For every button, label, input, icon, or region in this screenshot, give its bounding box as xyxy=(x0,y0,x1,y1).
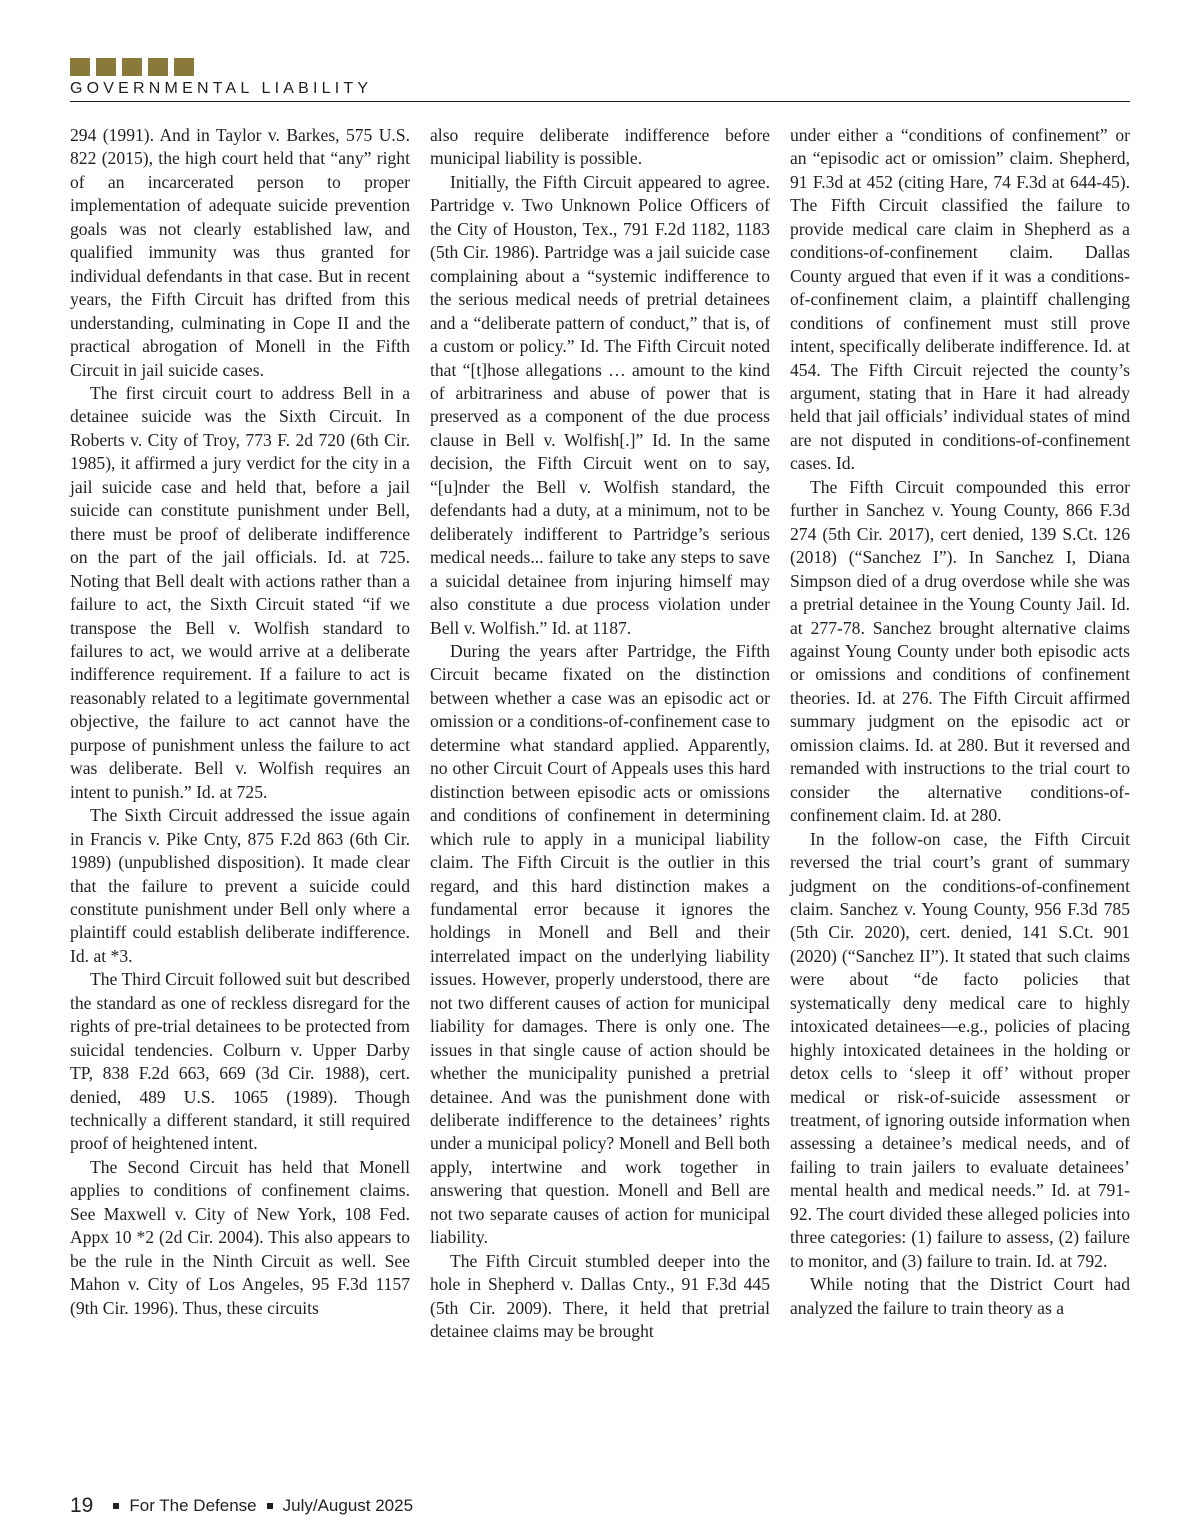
paragraph: The first circuit court to address Bell in a detainee suicide was the Sixth Circuit. In Roberts v. City of Troy, 773 F. 2d 720 (6th Cir. 1985), it affirmed a jury verdict for the city in a jail suicide case and held that, before a jail suicide can constitute punishment under Bell, there must be proof of deliberate indifference on the part of the jail officials. Id. at 725. Noting that Bell dealt with actions rather than a failure to act, the Sixth Circuit stated “if we transpose the Bell v. Wolfish standard to failures to act, we would arrive at a deliberate indifference requirement. If a failure to act is reasonably related to a legitimate governmental objective, the failure to act cannot have the purpose of punishment unless the failure to act was deliberate. Bell v. Wolfish requires an intent to punish.” Id. at 725. xyxy=(70,382,410,802)
paragraph: The Fifth Circuit stumbled deeper into the hole in Shepherd v. Dallas Cnty., 91 F.3d 445 (5th Cir. 2009). There, it held that pretrial detainee claims may be brought xyxy=(430,1250,770,1342)
text-column-1 xyxy=(70,124,410,1320)
text-column-2 xyxy=(430,124,770,1344)
issue-date: July/August 2025 xyxy=(282,1496,414,1515)
ornament-square xyxy=(70,58,90,76)
paragraph: The Second Circuit has held that Monell applies to conditions of confinement claims. See Maxwell v. City of New York, 108 Fed. Appx 10 *2 (2d Cir. 2004). This also appears to be the rule in the Ninth Circuit as well. See Mahon v. City of Los Angeles, 95 F.3d 1157 (9th Cir. 1996). Thus, these circuits xyxy=(70,1156,410,1318)
paragraph: In the follow-on case, the Fifth Circuit reversed the trial court’s grant of summary judgment on the conditions-of-confinement claim. Sanchez v. Young County, 956 F.3d 785 (5th Cir. 2020), cert. denied, 141 S.Ct. 901 (2020) (“Sanchez II”). It stated that such claims were about “de facto policies that systematically deny medical care to highly intoxicated detainees—e.g., policies of placing highly intoxicated detainees in the holding or detox cells to ‘sleep it off’ without proper medical or risk-of-suicide assessment or treatment, of ignoring outside information when assessing a detainee’s medical needs, and of failing to train jailers to evaluate detainees’ mental health and medical needs.” Id. at 791-92. The court divided these alleged policies into three categories: (1) failure to assess, (2) failure to monitor, and (3) failure to train. Id. at 792. xyxy=(790,828,1130,1271)
text-column-3 xyxy=(790,124,1130,1320)
ornament-square xyxy=(122,58,142,76)
section-title: GOVERNMENTAL LIABILITY xyxy=(70,80,373,97)
paragraph: The Fifth Circuit compounded this error further in Sanchez v. Young County, 866 F.3d 274 (5th Cir. 2017), cert denied, 139 S.Ct. 126 (2018) (“Sanchez I”). In Sanchez I, Diana Simpson died of a drug overdose while she was a pretrial detainee in the Young County Jail. Id. at 277-78. Sanchez brought alternative claims against Young County under both episodic acts or omissions and conditions of confinement theories. Id. at 276. The Fifth Circuit affirmed summary judgment on the episodic act or omission claims. Id. at 280. But it reversed and remanded with instructions to the trial court to consider the alternative conditions-of-confinement claim. Id. at 280. xyxy=(790,476,1130,826)
page-number: 19 xyxy=(70,1494,94,1517)
ornament-square xyxy=(96,58,116,76)
header-rule xyxy=(70,101,1130,102)
paragraph: The Third Circuit followed suit but described the standard as one of reckless disregard for the rights of pre-trial detainees to be protected from suicidal tendencies. Colburn v. Upper Darby TP, 838 F.2d 663, 669 (3d Cir. 1988), cert. denied, 489 U.S. 1065 (1989). Though technically a different standard, it still required proof of heightened intent. xyxy=(70,969,410,1154)
ornament-square xyxy=(174,58,194,76)
paragraph: While noting that the District Court had analyzed the failure to train theory as a xyxy=(790,1274,1130,1318)
paragraph: The Sixth Circuit addressed the issue again in Francis v. Pike Cnty, 875 F.2d 863 (6th Cir. 1989) (unpublished disposition). It made clear that the failure to prevent a suicide could constitute punishment under Bell only where a plaintiff could establish deliberate indifference. Id. at *3. xyxy=(70,805,410,966)
paragraph: During the years after Partridge, the Fifth Circuit became fixated on the distinction between whether a case was an episodic act or omission or a conditions-of-confinement case to determine what standard applied. Apparently, no other Circuit Court of Appeals uses this hard distinction between episodic acts or omissions and conditions of confinement in determining which rule to apply in a municipal liability claim. The Fifth Circuit is the outlier in this regard, and this hard distinction makes a fundamental error because it ignores the holdings in Monell and Bell and their interrelated impact on the underlying liability issues. However, properly understood, there are not two different causes of action for municipal liability for damages. There is only one. The issues in that single cause of action should be whether the municipality punished a pretrial detainee. And was the punishment done with deliberate indifference to the detainees’ rights under a municipal policy? Monell and Bell both apply, intertwine and work together in answering that question. Monell and Bell are not two separate causes of action for municipal liability. xyxy=(430,640,770,1248)
paragraph: under either a “conditions of confinement” or an “episodic act or omission” claim. Shepherd, 91 F.3d at 452 (citing Hare, 74 F.3d at 644-45). The Fifth Circuit classified the failure to provide medical care claim in Shepherd as a conditions-of-confinement claim. Dallas County argued that even if it was a conditions-of-confinement claim, a plaintiff challenging conditions of confinement must still prove intent, specifically deliberate indifference. Id. at 454. The Fifth Circuit rejected the county’s argument, stating that in Hare it had already held that jail officials’ individual states of mind are not disputed in conditions-of-confinement cases. Id. xyxy=(790,125,1130,474)
page-footer xyxy=(70,1494,413,1518)
bullet-separator xyxy=(267,1503,273,1509)
publication-name: For The Defense xyxy=(129,1496,257,1515)
bullet-separator xyxy=(113,1503,119,1509)
paragraph: 294 (1991). And in Taylor v. Barkes, 575 U.S. 822 (2015), the high court held that “any” right of an incarcerated person to proper implementation of adequate suicide prevention goals was not clearly established law, and qualified immunity was thus granted for individual defendants in that case. But in recent years, the Fifth Circuit has drifted from this understanding, culminating in Cope II and the practical abrogation of Monell in the Fifth Circuit in jail suicide cases. xyxy=(70,125,410,380)
ornament-square xyxy=(148,58,168,76)
header-ornament xyxy=(70,58,194,76)
paragraph: also require deliberate indifference before municipal liability is possible. xyxy=(430,125,770,169)
paragraph: Initially, the Fifth Circuit appeared to agree. Partridge v. Two Unknown Police Officers of the City of Houston, Tex., 791 F.2d 1182, 1183 (5th Cir. 1986). Partridge was a jail suicide case complaining about a “systemic indifference to the serious medical needs of pretrial detainees and a “deliberate pattern of conduct,” that is, of a custom or policy.” Id. The Fifth Circuit noted that “[t]hose allegations … amount to the kind of arbitrariness and abuse of power that is preserved as a component of the due process clause in Bell v. Wolfish[.]” Id. In the same decision, the Fifth Circuit went on to say, “[u]nder the Bell v. Wolfish standard, the defendants had a duty, at a minimum, not to be deliberately indifferent to Partridge’s serious medical needs... failure to take any steps to save a suicidal detainee from injuring himself may also constitute a due process violation under Bell v. Wolfish.” Id. at 1187. xyxy=(430,171,770,638)
